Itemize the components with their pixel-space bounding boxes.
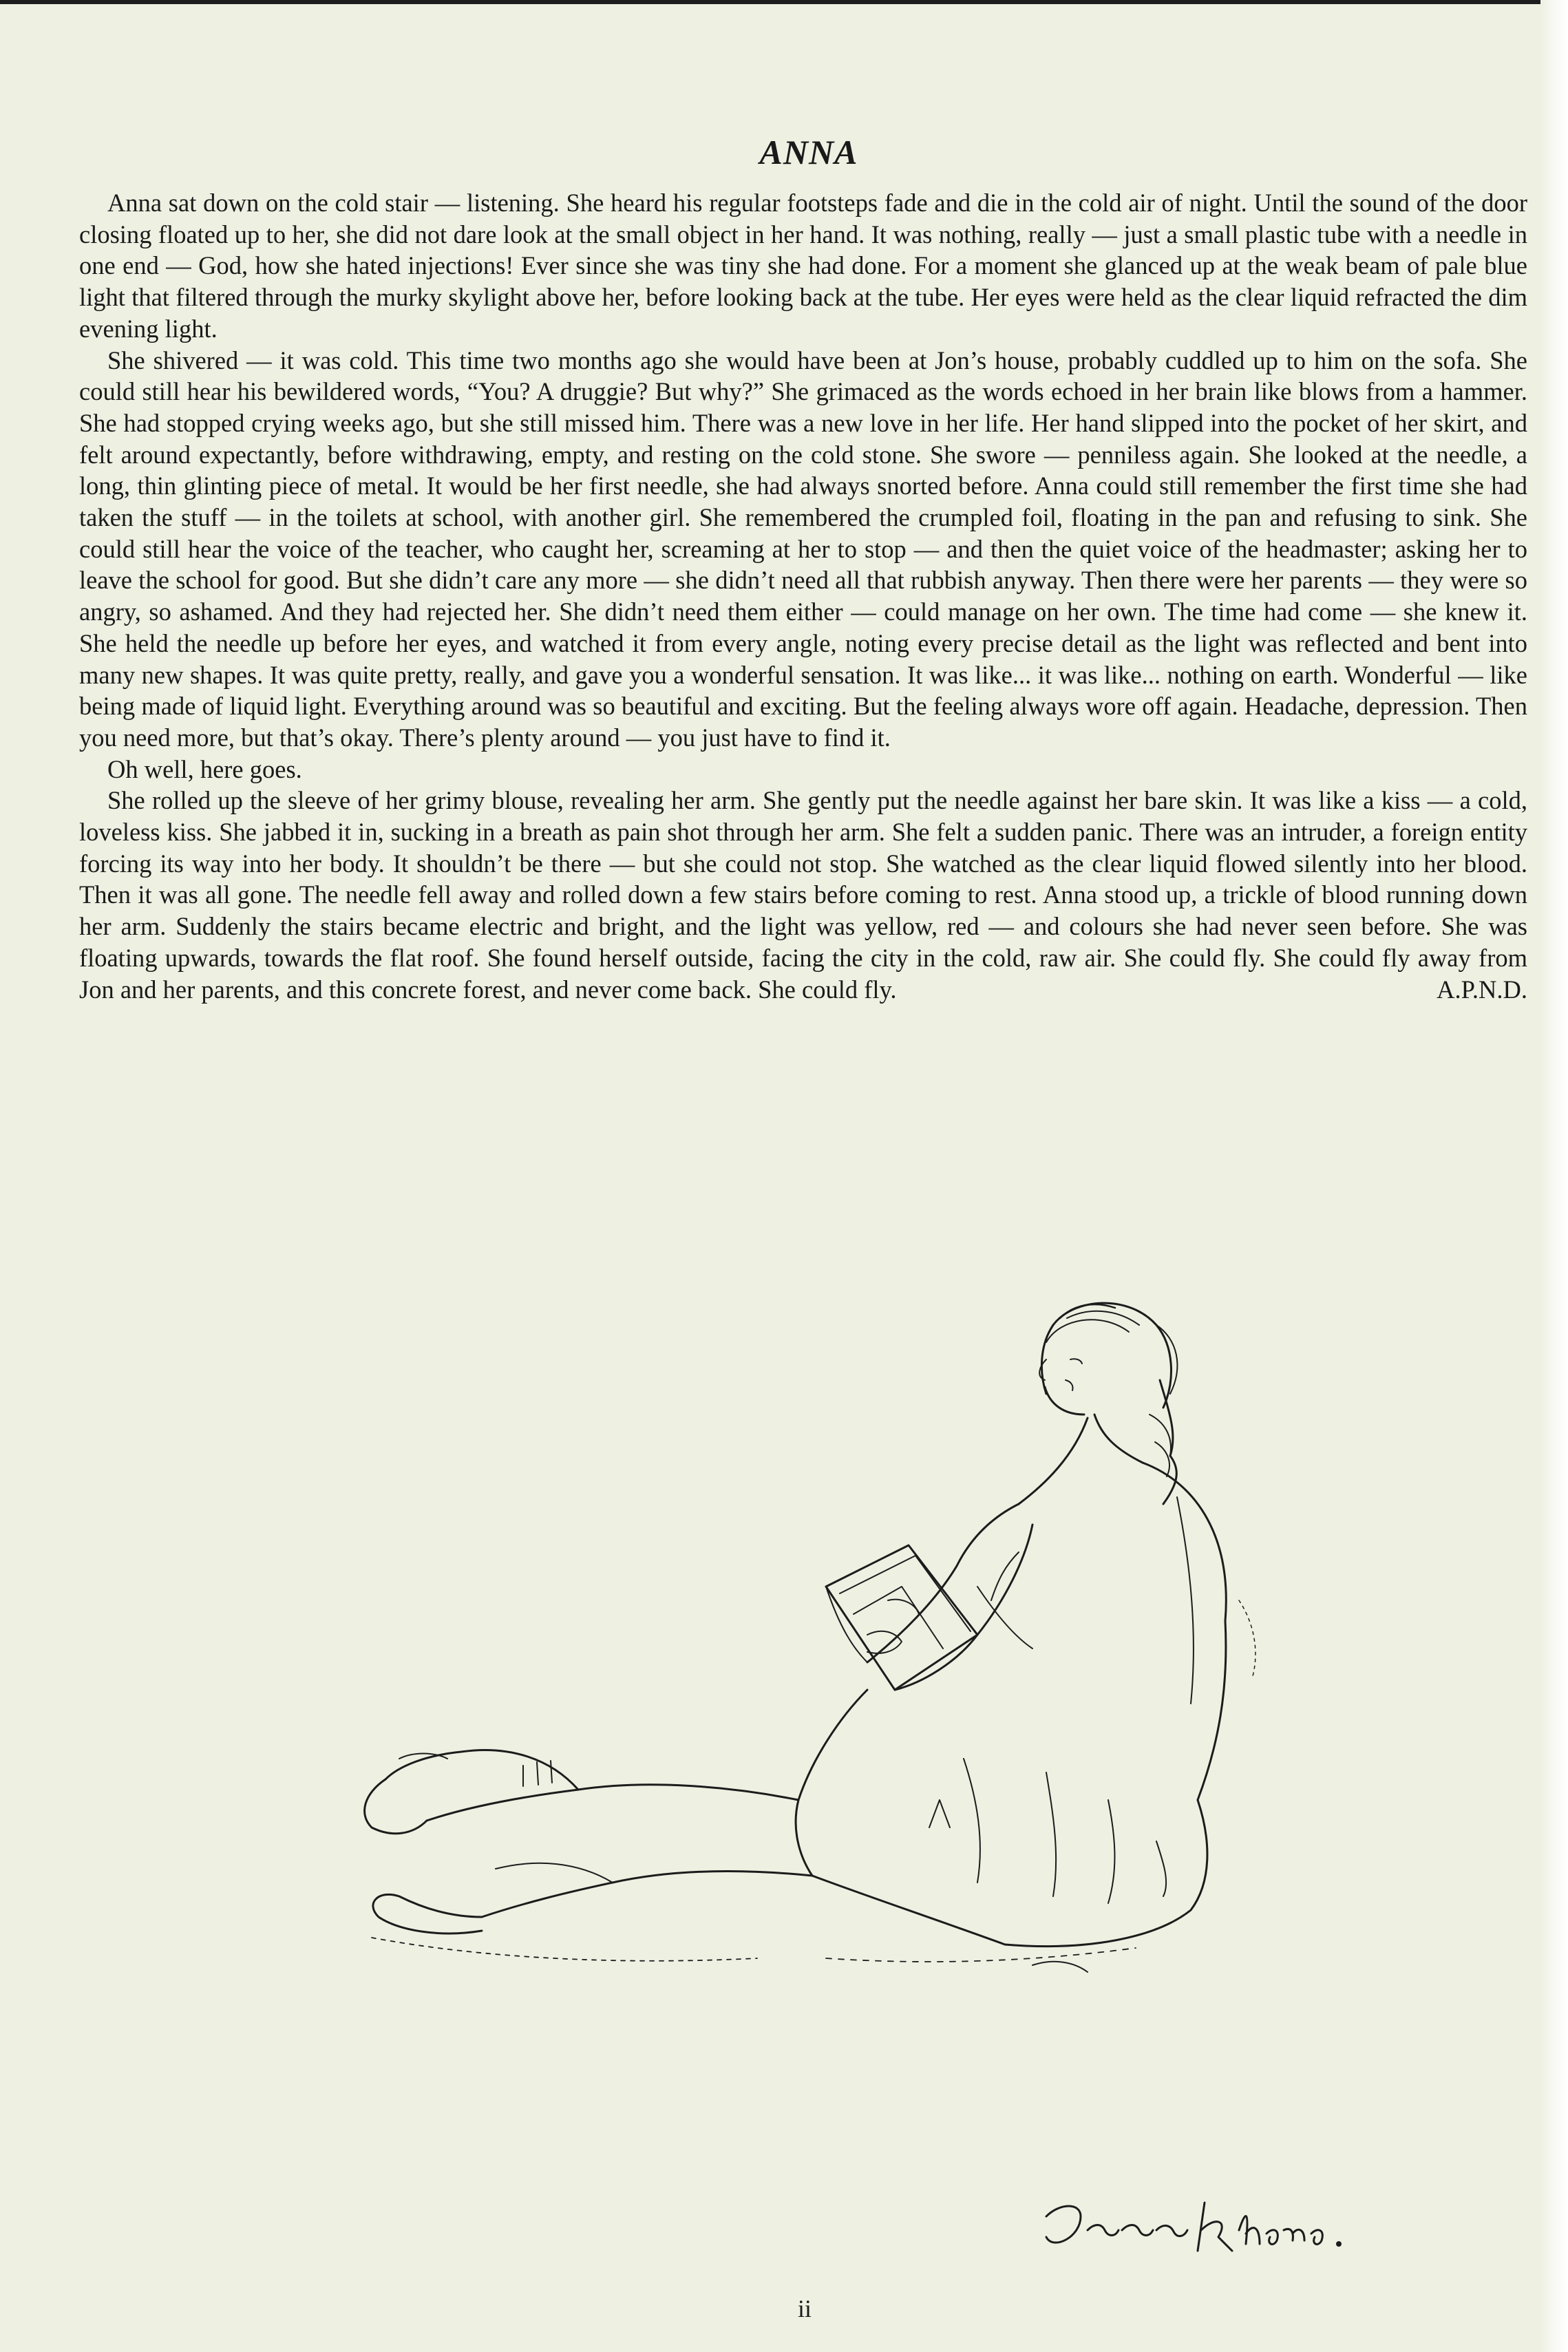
page-top-edge [0, 0, 1568, 4]
story-title: ANNA [759, 133, 858, 171]
reading-girl-sketch [138, 1277, 1377, 2240]
page-right-edge [1540, 0, 1568, 2352]
story-paragraph-text: She rolled up the sleeve of her grimy blouse, revealing her arm. She gently put the needle against her bare skin. It was like a kiss — a cold, loveless kiss. She jabbed it in, sucking in a breath as pain shot through her arm. She felt a sudden panic. There was an intruder, a foreign entity forcing its way into her body. It shouldn’t be there — but she could not stop. She watched as the clear liquid flowed silently into her blood. Then it was all gone. The needle fell away and rolled down a few stairs before coming to rest. Anna stood up, a trickle of blood running down her arm. Suddenly the stairs became electric and bright, and the light was yellow, red — and colours she had never seen before. She was floating upwards, towards the flat roof. She found herself outside, facing the city in the cold, raw air. She could fly. She could fly away from Jon and her parents, and this concrete forest, and never come back. She could fly. [79, 786, 1527, 1004]
author-initials: A.P.N.D. [1437, 975, 1527, 1004]
artist-signature [1032, 2189, 1349, 2265]
page-number: ii [797, 2295, 812, 2322]
story-paragraph-final [79, 785, 1527, 1005]
story-paragraph: She shivered — it was cold. This time two months ago she would have been at Jon’s house, probably cuddled up to him on the sofa. She could still hear his bewildered words, “You? A druggie? But why?” She grimaced as the words echoed in her brain like blows from a hammer. She had stopped crying weeks ago, but she still missed him. There was a new love in her life. Her hand slipped into the pocket of her skirt, and felt around expectantly, before withdrawing, empty, and resting on the cold stone. She swore — penniless again. She looked at the needle, a long, thin glinting piece of metal. It would be her first needle, she had always snorted before. Anna could still remember the first time she had taken the stuff — in the toilets at school, with another girl. She remembered the crumpled foil, floating in the pan and refusing to sink. She could still hear the voice of the teacher, who caught her, screaming at her to stop — and then the quiet voice of the headmaster; asking her to leave the school for good. But she didn’t care any more — she didn’t need all that rubbish anyway. Then there were her parents — they were so angry, so ashamed. And they had rejected her. She didn’t need them either — could manage on her own. The time had come — she knew it. She held the needle up before her eyes, and watched it from every angle, noting every precise detail as the light was reflected and bent into many new shapes. It was quite pretty, really, and gave you a wonderful sensation. It was like... it was like... nothing on earth. Wonderful — like being made of liquid light. Everything around was so beautiful and exciting. But the feeling always wore off again. Headache, depression. Then you need more, but that’s okay. There’s plenty around — you just have to find it. [79, 346, 1527, 752]
story-paragraph: Anna sat down on the cold stair — listening. She heard his regular footsteps fade and die in the cold air of night. Until the sound of the door closing floated up to her, she did not dare look at the small object in her hand. It was nothing, really — just a small plastic tube with a needle in one end — God, how she hated injections! Ever since she was tiny she had done. For a moment she glanced up at the weak beam of pale blue light that filtered through the murky skylight above her, before looking back at the tube. Her eyes were held as the clear liquid refracted the dim evening light. [79, 189, 1527, 343]
story-body [79, 187, 1527, 1005]
story-paragraph: Oh well, here goes. [107, 754, 302, 783]
